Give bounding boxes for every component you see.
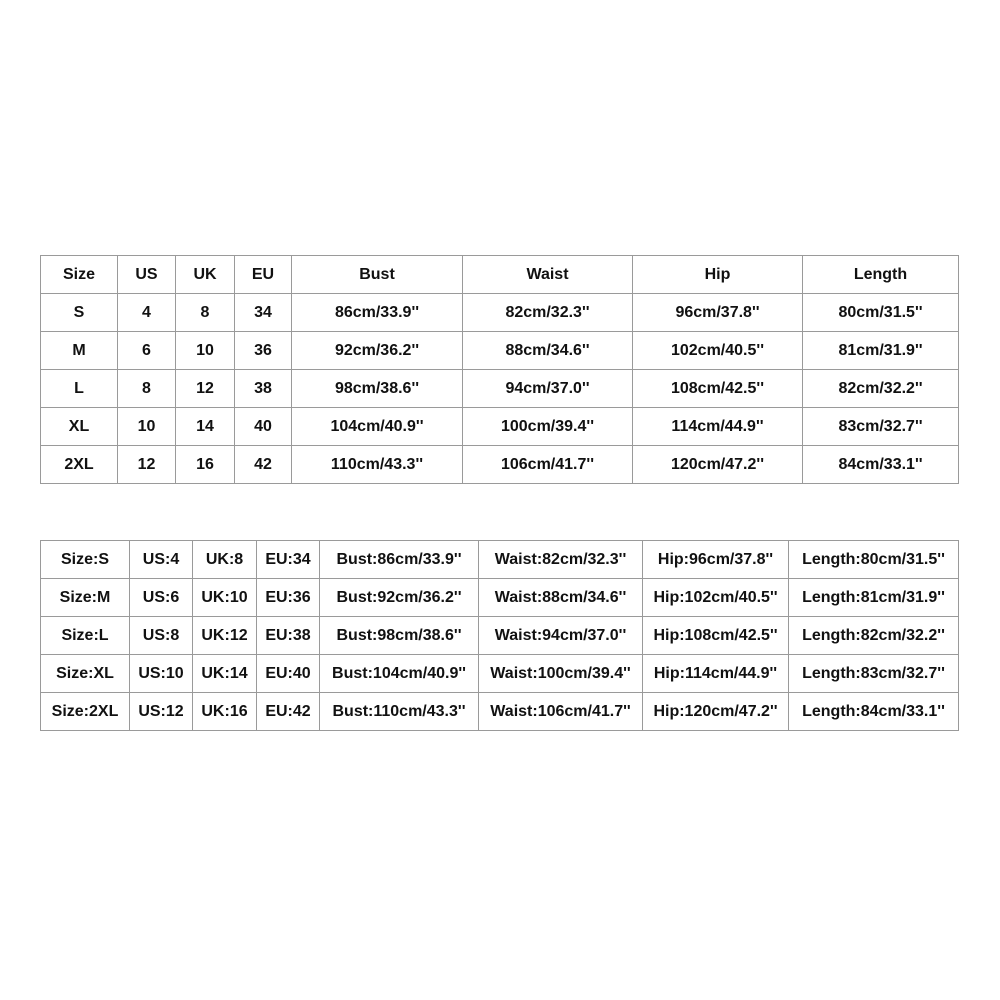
table-cell: Hip:108cm/42.5'' [643,617,789,655]
table-cell: Hip:102cm/40.5'' [643,579,789,617]
table-cell: 38 [235,370,292,408]
header-cell-length: Length [803,256,959,294]
table-cell: Length:81cm/31.9'' [789,579,959,617]
table-cell: Bust:110cm/43.3'' [320,693,479,731]
table-row [41,294,959,332]
table-cell: 82cm/32.2'' [803,370,959,408]
table-cell: UK:8 [193,541,257,579]
header-cell-us: US [118,256,176,294]
header-cell-waist: Waist [463,256,633,294]
table-cell: Length:80cm/31.5'' [789,541,959,579]
size-chart-table [40,255,959,484]
table-row [41,655,959,693]
table-cell: Waist:88cm/34.6'' [479,579,643,617]
table-cell: Length:84cm/33.1'' [789,693,959,731]
header-cell-size: Size [41,256,118,294]
table-header-row [41,256,959,294]
table-cell: 80cm/31.5'' [803,294,959,332]
table-cell: 120cm/47.2'' [633,446,803,484]
table-cell: 12 [118,446,176,484]
table-cell: UK:10 [193,579,257,617]
table-cell: UK:16 [193,693,257,731]
table-cell: Size:L [41,617,130,655]
table-cell: Waist:100cm/39.4'' [479,655,643,693]
table-cell: 36 [235,332,292,370]
table-row [41,617,959,655]
table-cell: Length:82cm/32.2'' [789,617,959,655]
table-cell: S [41,294,118,332]
table-cell: 6 [118,332,176,370]
table-cell: EU:40 [257,655,320,693]
table-cell: 40 [235,408,292,446]
table-cell: 86cm/33.9'' [292,294,463,332]
table-cell: 82cm/32.3'' [463,294,633,332]
table-cell: L [41,370,118,408]
table-cell: 8 [176,294,235,332]
table-cell: Waist:106cm/41.7'' [479,693,643,731]
table-cell: 100cm/39.4'' [463,408,633,446]
table-cell: 114cm/44.9'' [633,408,803,446]
table-cell: US:12 [130,693,193,731]
table-cell: Hip:120cm/47.2'' [643,693,789,731]
table-cell: Size:XL [41,655,130,693]
table-row [41,408,959,446]
table-row [41,370,959,408]
table-cell: US:6 [130,579,193,617]
table-cell: Waist:82cm/32.3'' [479,541,643,579]
table-cell: UK:14 [193,655,257,693]
header-cell-bust: Bust [292,256,463,294]
table-cell: 81cm/31.9'' [803,332,959,370]
table-cell: Bust:92cm/36.2'' [320,579,479,617]
table-cell: 83cm/32.7'' [803,408,959,446]
table-cell: Bust:104cm/40.9'' [320,655,479,693]
table-cell: 106cm/41.7'' [463,446,633,484]
table-cell: Bust:98cm/38.6'' [320,617,479,655]
table-cell: EU:38 [257,617,320,655]
table-cell: 14 [176,408,235,446]
table-cell: 4 [118,294,176,332]
table-cell: 10 [176,332,235,370]
table-cell: EU:42 [257,693,320,731]
table-row [41,446,959,484]
table-cell: US:8 [130,617,193,655]
table-cell: 102cm/40.5'' [633,332,803,370]
table-cell: 8 [118,370,176,408]
table-cell: 92cm/36.2'' [292,332,463,370]
table-cell: EU:36 [257,579,320,617]
table-cell: Hip:114cm/44.9'' [643,655,789,693]
size-chart-labeled-table [40,540,959,731]
table-row [41,332,959,370]
table-cell: Size:2XL [41,693,130,731]
table-cell: XL [41,408,118,446]
table-cell: UK:12 [193,617,257,655]
table-cell: Size:M [41,579,130,617]
header-cell-hip: Hip [633,256,803,294]
table-cell: 110cm/43.3'' [292,446,463,484]
table-cell: Size:S [41,541,130,579]
table-cell: Bust:86cm/33.9'' [320,541,479,579]
table-cell: 16 [176,446,235,484]
table-row [41,579,959,617]
table-cell: 94cm/37.0'' [463,370,633,408]
header-cell-uk: UK [176,256,235,294]
table-cell: 2XL [41,446,118,484]
table-cell: 104cm/40.9'' [292,408,463,446]
table-cell: 108cm/42.5'' [633,370,803,408]
table-cell: 12 [176,370,235,408]
table-cell: 98cm/38.6'' [292,370,463,408]
table-cell: 88cm/34.6'' [463,332,633,370]
table-cell: M [41,332,118,370]
table-cell: US:10 [130,655,193,693]
header-cell-eu: EU [235,256,292,294]
table-cell: Length:83cm/32.7'' [789,655,959,693]
table-cell: EU:34 [257,541,320,579]
table-cell: 42 [235,446,292,484]
table-cell: 34 [235,294,292,332]
table-cell: 96cm/37.8'' [633,294,803,332]
table-cell: Waist:94cm/37.0'' [479,617,643,655]
table-row [41,541,959,579]
table-row [41,693,959,731]
table-cell: 84cm/33.1'' [803,446,959,484]
table-cell: Hip:96cm/37.8'' [643,541,789,579]
table-cell: 10 [118,408,176,446]
table-cell: US:4 [130,541,193,579]
